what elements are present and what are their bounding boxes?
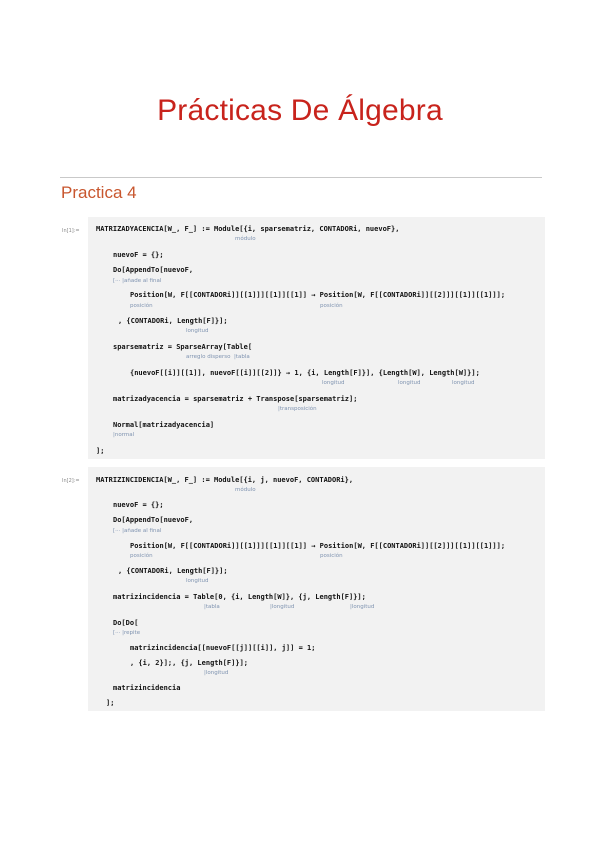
code-annotation: |normal (113, 432, 135, 438)
code-annotation: posición (320, 553, 343, 559)
code-line[interactable]: , {i, 2}];, {j, Length[F]}]; (130, 659, 249, 667)
section-heading: Practica 4 (61, 183, 137, 202)
code-annotation: longitud (186, 328, 209, 334)
title-divider (60, 177, 542, 178)
code-line[interactable]: Do[AppendTo[nuevoF, (113, 266, 194, 274)
code-annotation: arreglo disperso |tabla (186, 354, 250, 360)
document-title: Prácticas De Álgebra (157, 94, 443, 127)
code-line[interactable]: Do[Do[ (113, 619, 139, 627)
code-annotation: posición (130, 303, 153, 309)
cell-label-2: In[2]:= (62, 478, 80, 484)
code-line[interactable]: Position[W, F[[CONTADORi]][[1]]][[1]][[1]] → Position[W, F[[CONTADORi]][[2]]][[1]][[1]]]; (130, 542, 506, 550)
code-annotation: posición (320, 303, 343, 309)
code-annotation: longitud (452, 380, 475, 386)
code-annotation: |transposición (278, 406, 317, 412)
code-annotation: |longitud (204, 670, 229, 676)
code-annotation: |longitud (350, 604, 375, 610)
code-line[interactable]: nuevoF = {}; (113, 501, 164, 509)
cell-label-1: In[1]:= (62, 228, 80, 234)
code-line[interactable]: Do[AppendTo[nuevoF, (113, 516, 194, 524)
code-line[interactable]: matrizincidencia[[nuevoF[[j]][[i]], j]] = 1; (130, 644, 316, 652)
code-line[interactable]: , {CONTADORi, Length[F]}]; (118, 317, 228, 325)
code-line[interactable]: {nuevoF[[i]][[1]], nuevoF[[i]][[2]]} → 1, {i, Length[F]}], {Length[W], Length[W]}]; (130, 369, 480, 377)
code-annotation: [··· |añade al final (113, 528, 162, 534)
code-annotation: |longitud (270, 604, 295, 610)
code-annotation: longitud (398, 380, 421, 386)
code-line[interactable]: matrizincidencia (113, 684, 181, 692)
code-line[interactable]: Normal[matrizadyacencia] (113, 421, 215, 429)
code-annotation: longitud (186, 578, 209, 584)
code-annotation: longitud (322, 380, 345, 386)
code-line[interactable]: MATRIZINCIDENCIA[W_, F_] := Module[{i, j, nuevoF, CONTADORi}, (96, 476, 354, 484)
code-line[interactable]: matrizadyacencia = sparsematriz + Transpose[sparsematriz]; (113, 395, 358, 403)
code-annotation: [··· |repite (113, 630, 141, 636)
code-line[interactable]: nuevoF = {}; (113, 251, 164, 259)
code-line[interactable]: sparsematriz = SparseArray[Table[ (113, 343, 253, 351)
code-line[interactable]: , {CONTADORi, Length[F]}]; (118, 567, 228, 575)
code-annotation: posición (130, 553, 153, 559)
code-line[interactable]: ]; (106, 699, 115, 707)
code-line[interactable]: Position[W, F[[CONTADORi]][[1]]][[1]][[1]] → Position[W, F[[CONTADORi]][[2]]][[1]][[1]]]; (130, 291, 506, 299)
code-line[interactable]: matrizincidencia = Table[0, {i, Length[W]}, {j, Length[F]}]; (113, 593, 366, 601)
code-annotation: |tabla (204, 604, 220, 610)
code-annotation: [··· |añade al final (113, 278, 162, 284)
code-line[interactable]: ]; (96, 447, 105, 455)
code-annotation: módulo (235, 236, 256, 242)
code-line[interactable]: MATRIZADYACENCIA[W_, F_] := Module[{i, sparsematriz, CONTADORi, nuevoF}, (96, 225, 400, 233)
code-annotation: módulo (235, 487, 256, 493)
